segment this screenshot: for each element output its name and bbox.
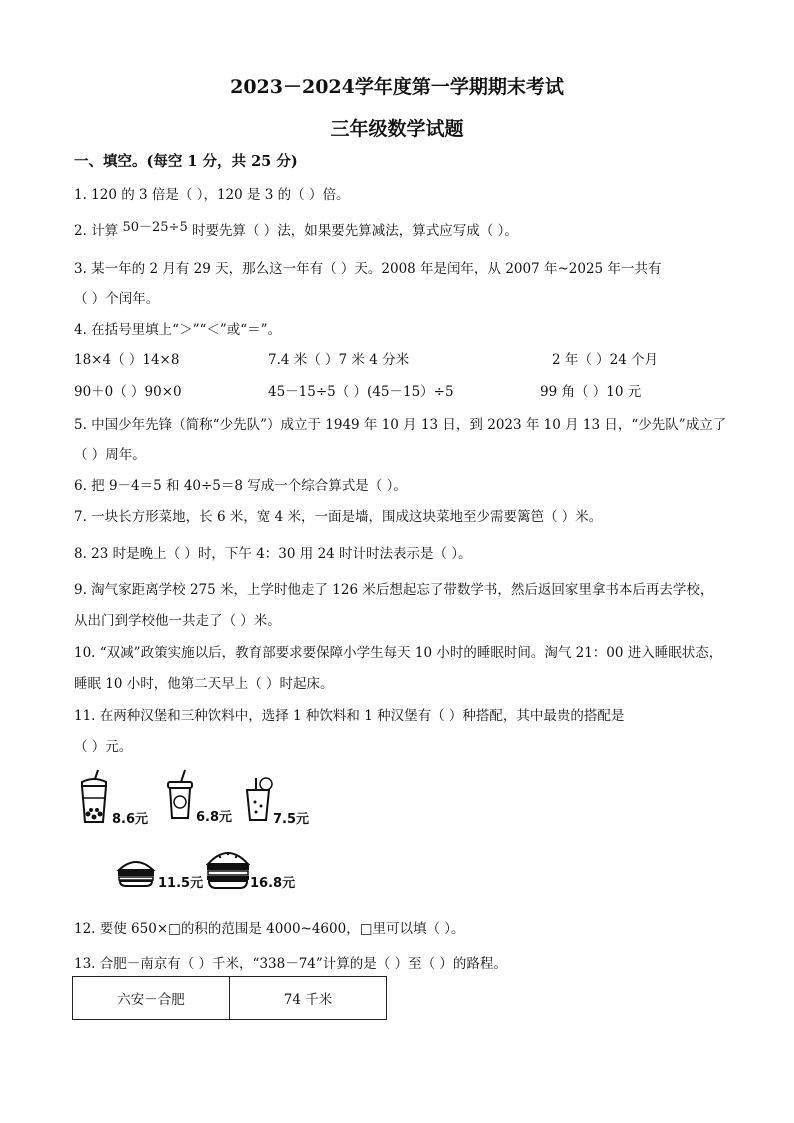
question-3-line2: （ ）个闰年。 xyxy=(74,291,160,307)
distance-table xyxy=(72,976,387,1020)
question-4: 4. 在括号里填上“＞”“＜”或“＝”。 xyxy=(74,322,282,338)
question-6: 6. 把 9－4＝5 和 40÷5＝8 写成一个综合算式是（ ）。 xyxy=(74,478,407,494)
exam-subtitle: 三年级数学试题 xyxy=(330,118,464,140)
drink-price-2: 6.8元 xyxy=(196,810,233,825)
big-burger-icon xyxy=(205,846,251,890)
exam-title: 2023－2024学年度第一学期期末考试 xyxy=(230,76,564,98)
question-10-line1: 10. “双减”政策实施以后，教育部要求要保障小学生每天 10 小时的睡眠时间。淘气 21：00 进入睡眠状态， xyxy=(74,645,723,661)
question-9-line2: 从出门到学校他一共走了（ ）米。 xyxy=(74,613,281,629)
question-11-line1: 11. 在两种汉堡和三种饮料中，选择 1 种饮料和 1 种汉堡有（ ）种搭配，其中最贵的搭配是 xyxy=(74,708,625,724)
question-8: 8. 23 时是晚上（ ）时，下午 4：30 用 24 时计时法表示是（ ）。 xyxy=(74,546,472,562)
question-2-prefix: 2. 计算 xyxy=(74,223,119,239)
bubble-tea-icon xyxy=(76,768,112,826)
route-cell: 六安－合肥 xyxy=(73,977,230,1020)
drink-price-3: 7.5元 xyxy=(273,812,310,827)
question-2 xyxy=(74,219,518,239)
compare-1c: 2 年（ ）24 个月 xyxy=(552,352,659,368)
coffee-cup-icon xyxy=(165,768,195,822)
lemon-juice-icon xyxy=(244,776,274,824)
section-heading: 一、填空。(每空 1 分，共 25 分) xyxy=(74,153,298,170)
compare-2c: 99 角（ ）10 元 xyxy=(540,384,642,400)
question-11-line2: （ ）元。 xyxy=(74,739,133,755)
question-5-line2: （ ）周年。 xyxy=(74,447,146,463)
small-burger-icon xyxy=(116,856,156,888)
distance-cell: 74 千米 xyxy=(230,977,387,1020)
compare-1b: 7.4 米（ ）7 米 4 分米 xyxy=(268,352,410,368)
question-7: 7. 一块长方形菜地，长 6 米，宽 4 米，一面是墙，围成这块菜地至少需要篱笆（ ）米。 xyxy=(74,509,603,525)
question-12: 12. 要使 650×□的积的范围是 4000~4600，□里可以填（ ）。 xyxy=(74,921,465,937)
drink-price-1: 8.6元 xyxy=(112,812,149,827)
question-10-line2: 睡眠 10 小时，他第二天早上（ ）时起床。 xyxy=(74,676,334,692)
question-13: 13. 合肥－南京有（ ）千米，“338－74”计算的是（ ）至（ ）的路程。 xyxy=(74,956,507,972)
question-9-line1: 9. 淘气家距离学校 275 米，上学时他走了 126 米后想起忘了带数学书，然后返回家里拿书本后再去学校， xyxy=(74,582,714,598)
question-2-rest: 时要先算（ ）法，如果要先算减法，算式应写成（ ）。 xyxy=(192,223,518,239)
question-2-expression: 50－25÷5 xyxy=(122,220,188,235)
table-row xyxy=(73,977,387,1020)
compare-2a: 90＋0（ ）90×0 xyxy=(74,384,182,400)
question-3-line1: 3. 某一年的 2 月有 29 天，那么这一年有（ ）天。2008 年是闰年，从 2007 年~2025 年一共有 xyxy=(74,261,662,277)
compare-1a: 18×4（ ）14×8 xyxy=(74,352,180,368)
burger-price-2: 16.8元 xyxy=(250,876,296,891)
burger-price-1: 11.5元 xyxy=(158,876,204,891)
question-5-line1: 5. 中国少年先锋（简称“少先队”）成立于 1949 年 10 月 13 日，到 2023 年 10 月 13 日，“少先队”成立了 xyxy=(74,417,727,433)
compare-2b: 45－15÷5（ ）(45－15）÷5 xyxy=(268,384,454,400)
question-1: 1. 120 的 3 倍是（ ），120 是 3 的（ ）倍。 xyxy=(74,187,350,203)
